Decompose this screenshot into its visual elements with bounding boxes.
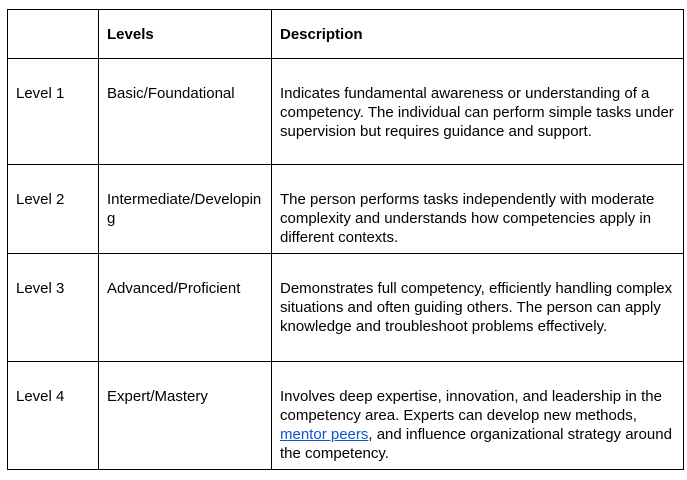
table-row — [8, 59, 684, 165]
competency-levels-table — [7, 9, 684, 470]
level-name-cell: Basic/Foundational — [99, 59, 272, 165]
header-cell-empty — [8, 10, 99, 59]
table-row — [8, 254, 684, 362]
description-cell: Demonstrates full competency, efficiently handling complex situations and often guiding others. The person can apply knowledge and troubleshoot problems effectively. — [272, 254, 684, 362]
level-cell: Level 1 — [8, 59, 99, 165]
header-cell-description: Description — [272, 10, 684, 59]
level-name-cell: Advanced/Proficient — [99, 254, 272, 362]
table-row — [8, 165, 684, 254]
description-text-after: , and influence organizational strategy around the competency. — [280, 426, 672, 462]
level-name-cell: Intermediate/Developing — [99, 165, 272, 254]
description-text-before: Involves deep expertise, innovation, and leadership in the competency area. Experts can develop new methods, — [280, 388, 662, 424]
level-cell: Level 4 — [8, 362, 99, 470]
description-cell: The person performs tasks independently with moderate complexity and understands how competencies apply in different contexts. — [272, 165, 684, 254]
header-cell-levels: Levels — [99, 10, 272, 59]
mentor-peers-link[interactable]: mentor peers — [280, 426, 369, 443]
description-cell — [272, 362, 684, 470]
description-cell: Indicates fundamental awareness or understanding of a competency. The individual can perform simple tasks under supervision but requires guidance and support. — [272, 59, 684, 165]
level-cell: Level 2 — [8, 165, 99, 254]
header-row — [8, 10, 684, 59]
level-cell: Level 3 — [8, 254, 99, 362]
level-name-cell: Expert/Mastery — [99, 362, 272, 470]
table-row — [8, 362, 684, 470]
